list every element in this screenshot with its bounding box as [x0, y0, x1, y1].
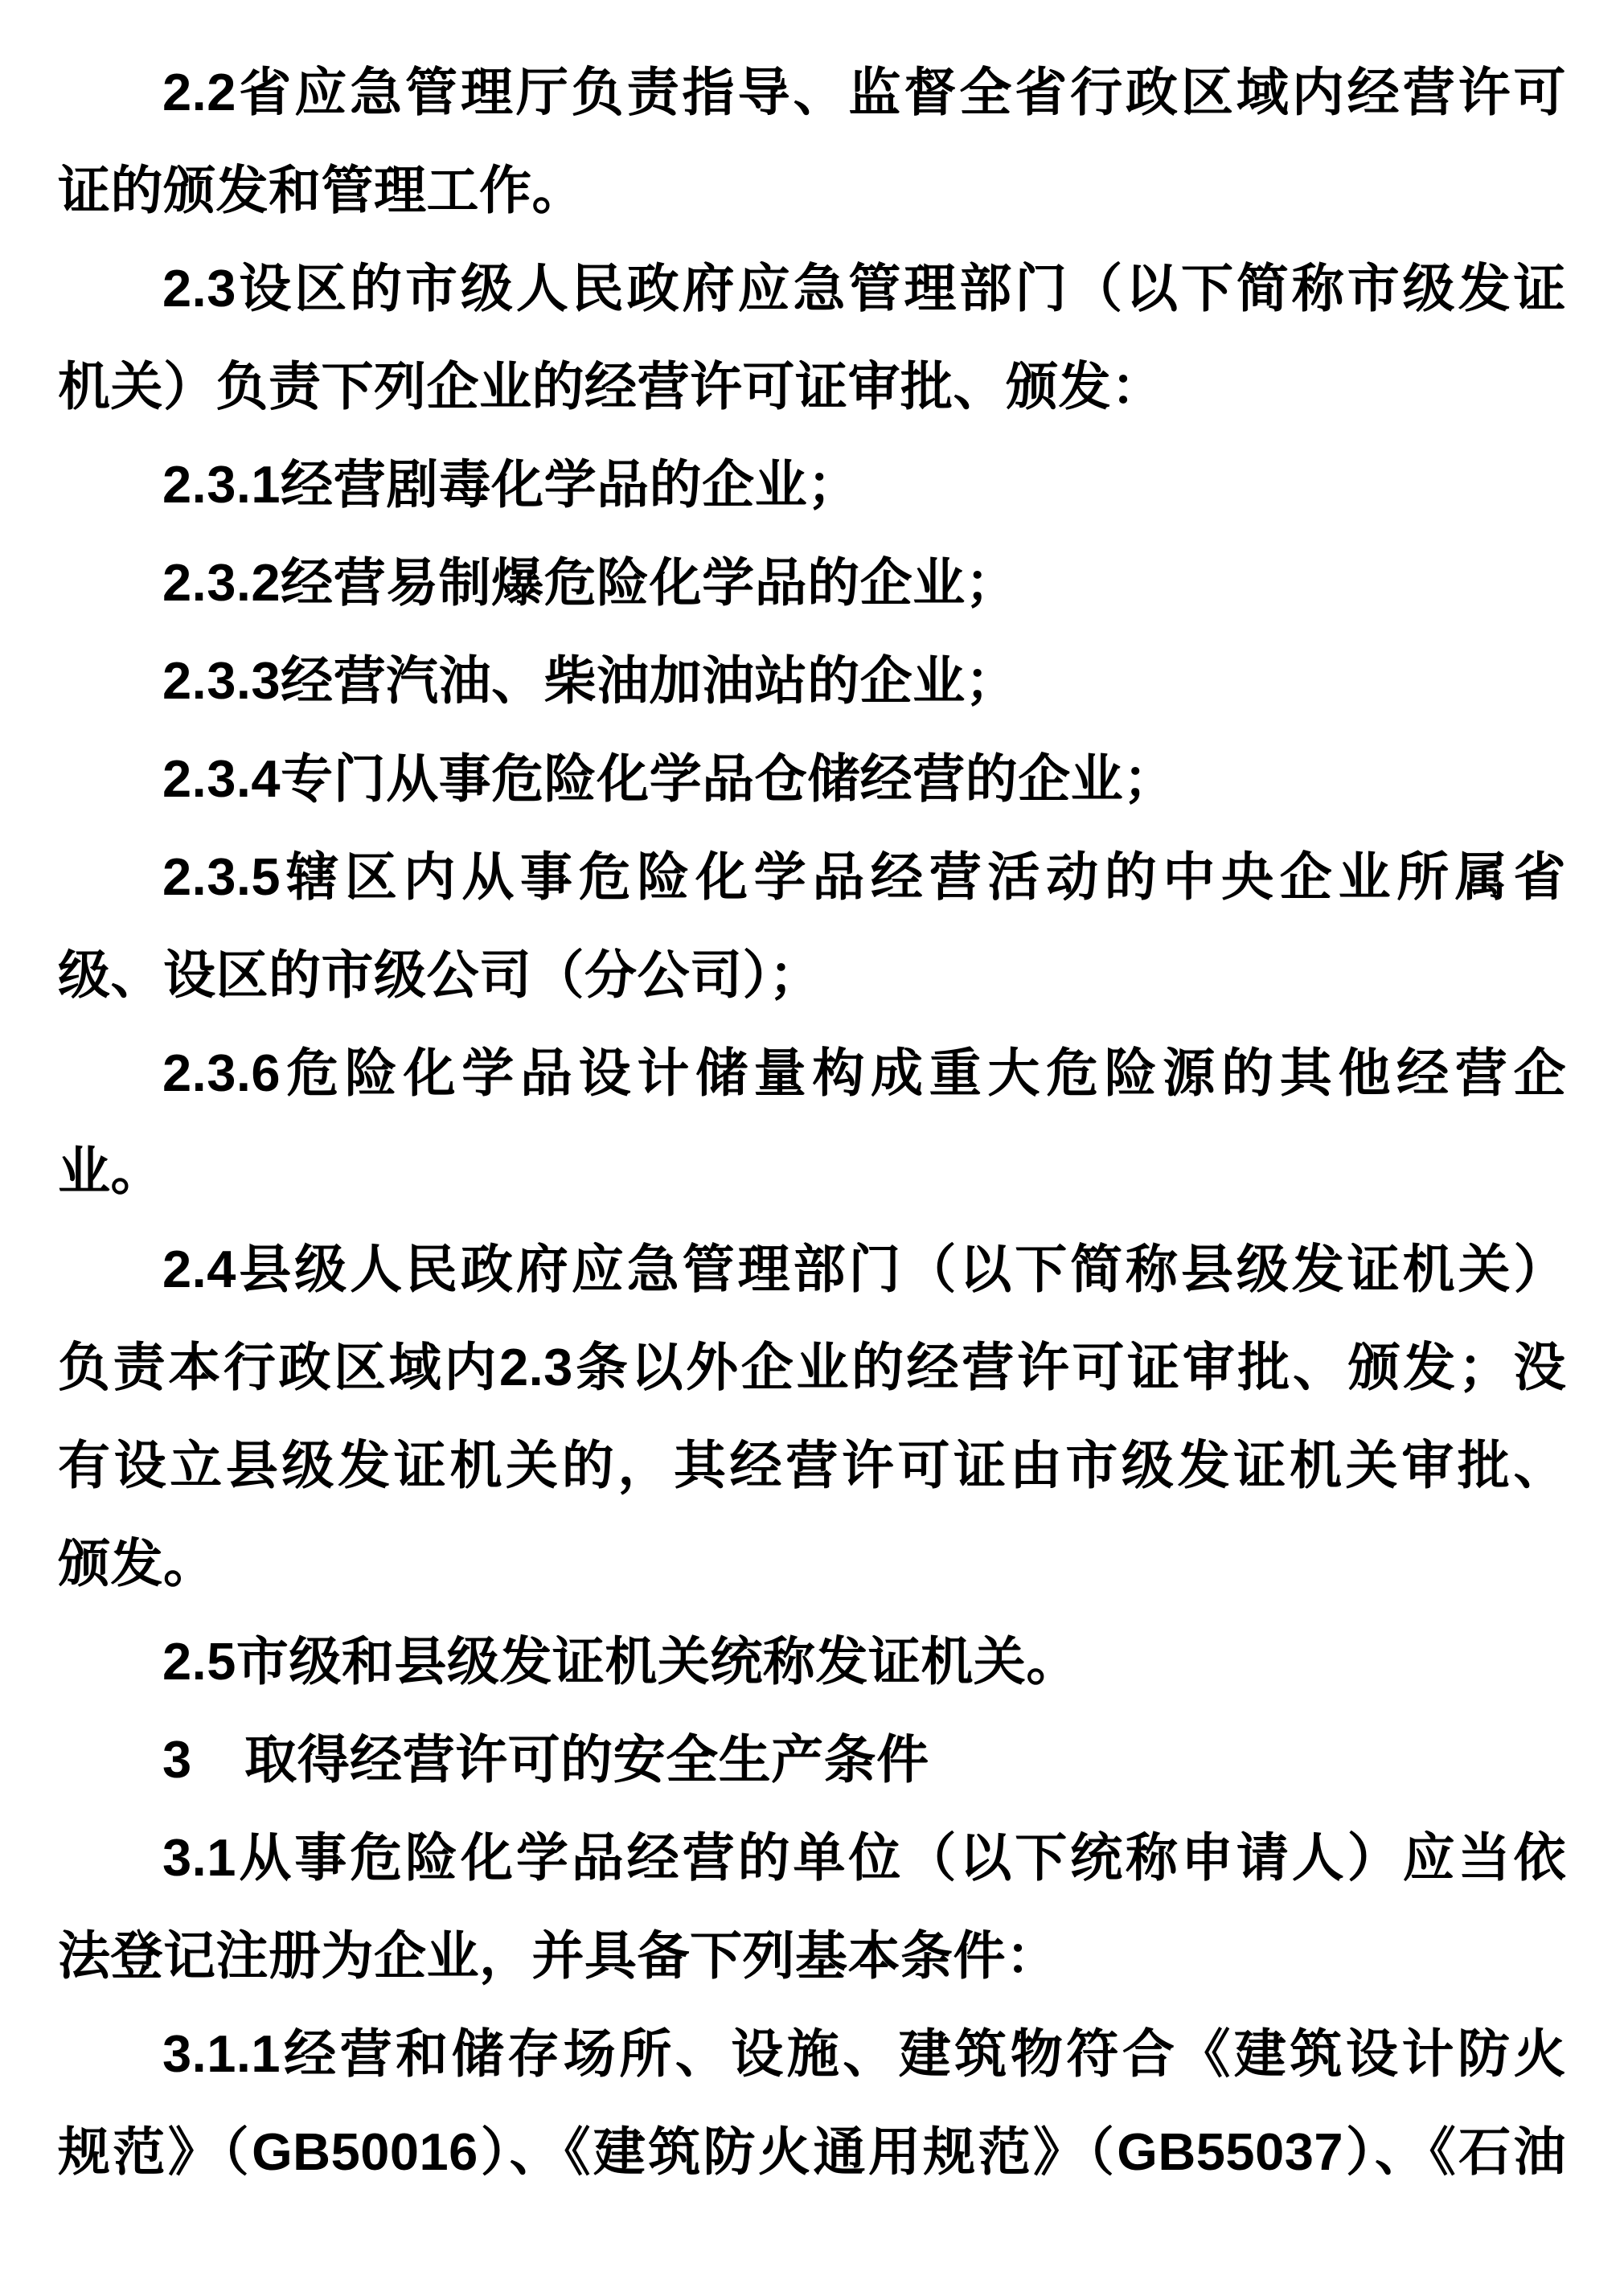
text-line: 3.1从事危险化学品经营的单位（以下统称申请人）应当依	[162, 1828, 1566, 1887]
text-line: 2.2省应急管理厅负责指导、监督全省行政区域内经营许可	[162, 63, 1566, 121]
text-line: 颁发。	[58, 1534, 216, 1593]
text-line: 规范》（GB50016）、《建筑防火通用规范》（GB55037）、《石油	[58, 2122, 1566, 2181]
text-line: 2.3.1经营剧毒化学品的企业；	[162, 455, 860, 514]
text-line: 有设立县级发证机关的，其经营许可证由市级发证机关审批、	[58, 1436, 1566, 1494]
text-line: 2.3.2经营易制爆危险化学品的企业；	[162, 553, 1019, 612]
text-line: 机关）负责下列企业的经营许可证审批、颁发：	[58, 357, 1164, 416]
text-line: 2.5市级和县级发证机关统称发证机关。	[162, 1632, 1079, 1691]
text-line: 3 取得经营许可的安全生产条件	[162, 1730, 929, 1789]
text-line: 2.4县级人民政府应急管理部门（以下简称县级发证机关）	[162, 1240, 1566, 1298]
text-line: 2.3.5辖区内从事危险化学品经营活动的中央企业所属省	[162, 847, 1566, 906]
text-line: 业。	[58, 1142, 164, 1200]
text-line: 级、设区的市级公司（分公司）；	[58, 945, 822, 1004]
text-line: 3.1.1经营和储存场所、设施、建筑物符合《建筑设计防火	[162, 2024, 1566, 2083]
text-line: 法登记注册为企业，并具备下列基本条件：	[58, 1926, 1059, 1985]
text-line: 2.3.3经营汽油、柴油加油站的企业；	[162, 651, 1019, 710]
text-line: 负责本行政区域内2.3条以外企业的经营许可证审批、颁发；没	[58, 1338, 1566, 1396]
text-line: 证的颁发和管理工作。	[58, 161, 585, 219]
text-line: 2.3.6危险化学品设计储量构成重大危险源的其他经营企	[162, 1043, 1566, 1102]
text-line: 2.3.4专门从事危险化学品仓储经营的企业；	[162, 749, 1176, 808]
text-line: 2.3设区的市级人民政府应急管理部门（以下简称市级发证	[162, 259, 1566, 318]
